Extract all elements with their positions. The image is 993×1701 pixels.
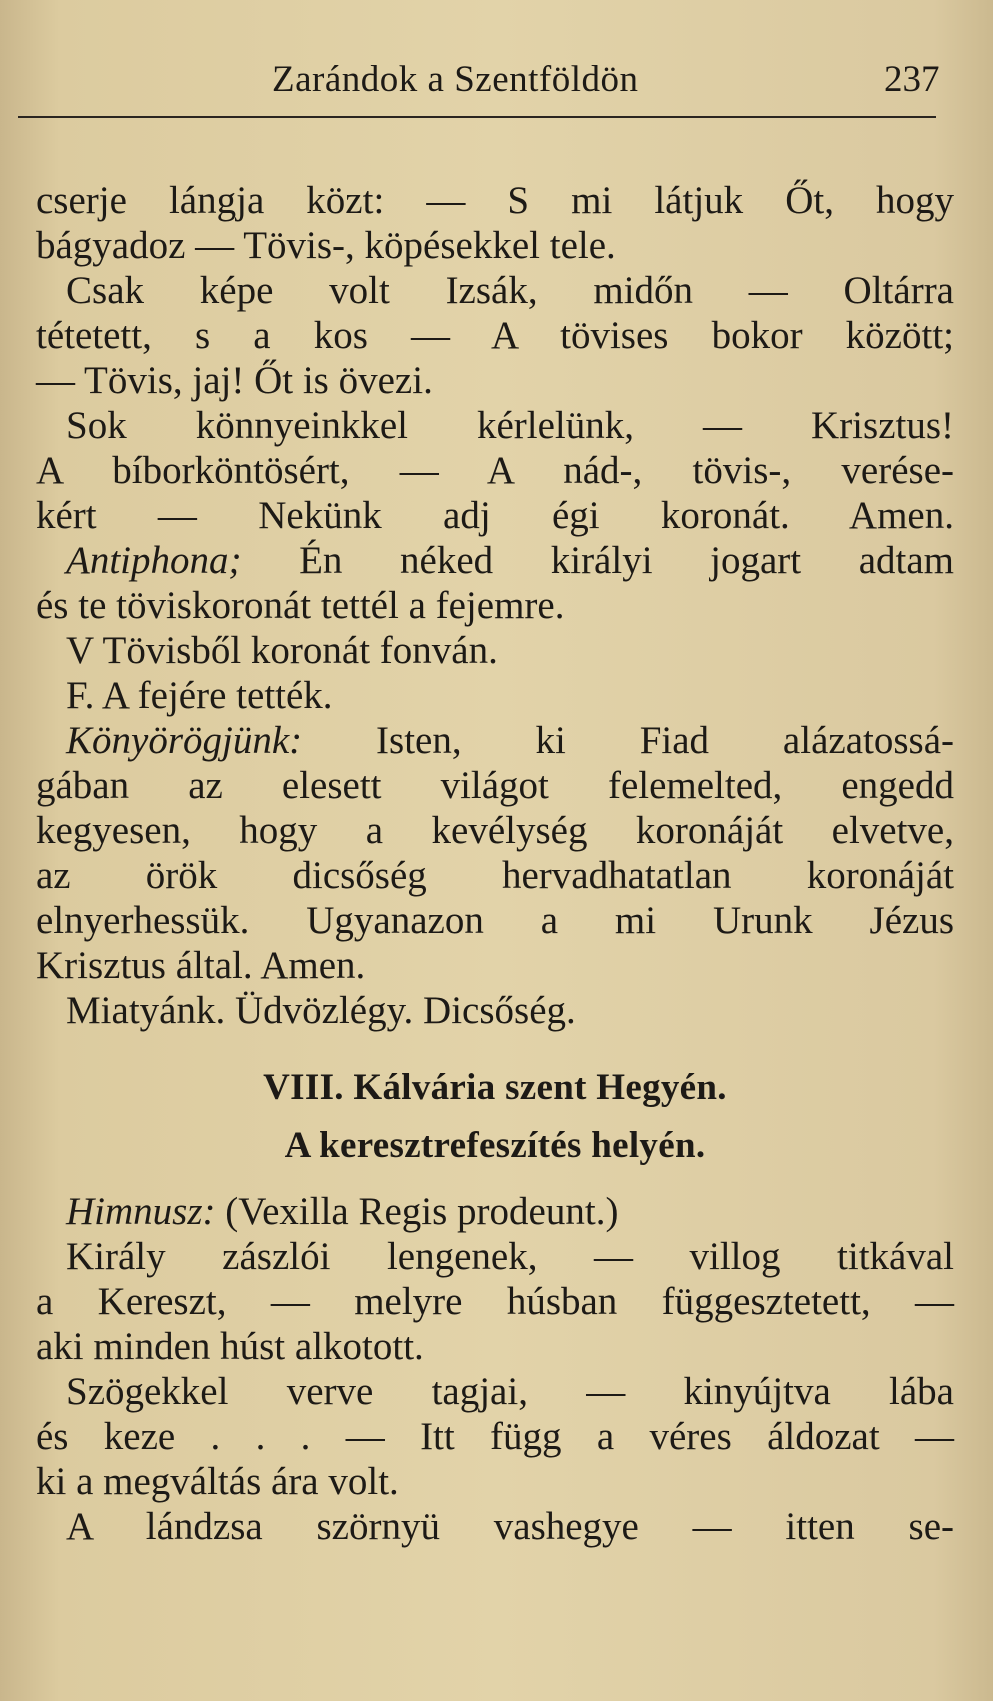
text-line: Szögekkel verve tagjai, — kinyújtva lába — [66, 1370, 954, 1413]
header-rule — [18, 116, 936, 118]
antiphona-label: Antiphona; — [66, 539, 242, 582]
text-line: ki a megváltás ára volt. — [36, 1460, 399, 1503]
section-heading: VIII. Kálvária szent Hegyén. — [263, 1067, 727, 1108]
hymn-line — [36, 1189, 954, 1234]
hymn-label: Himnusz: — [66, 1190, 216, 1233]
text-line: Király zászlói lengenek, — villog titkával — [66, 1235, 954, 1278]
prayer-line — [36, 718, 954, 763]
text-line: aki minden húst alkotott. — [36, 1325, 424, 1368]
text-line: a Kereszt, — melyre húsban függesztetett, — — [36, 1280, 954, 1323]
text-line: A bíborköntösért, — A nád-, tövis-, verése- — [36, 449, 954, 492]
text-line: A lándzsa szörnyü vashegye — itten se- — [66, 1505, 954, 1548]
prayer-label: Könyörögjünk: — [66, 719, 303, 762]
text-line: tétetett, s a kos — A tövises bokor között; — [36, 314, 954, 357]
section-gap — [36, 1175, 954, 1189]
text-line: Krisztus által. Amen. — [36, 944, 366, 987]
text-line: Sok könnyeinkkel kérlelünk, — Krisztus! — [66, 404, 954, 447]
section-subheading: A keresztrefeszítés helyén. — [284, 1125, 706, 1166]
page-header — [0, 58, 993, 108]
section-gap — [36, 1033, 954, 1059]
text-line: az örök dicsőség hervadhatatlan koronáját — [36, 854, 954, 897]
page-number: 237 — [884, 59, 940, 100]
text-line: kért — Nekünk adj égi koronát. Amen. — [36, 494, 954, 537]
text-line: gában az elesett világot felemelted, engedd — [36, 764, 954, 807]
text-line: cserje lángja közt: — S mi látjuk Őt, hogy — [36, 179, 954, 222]
versicle-line: V Tövisből koronát fonván. — [66, 629, 498, 672]
response-line: F. A fejére tették. — [66, 674, 333, 717]
text-line: Miatyánk. Üdvözlégy. Dicsőség. — [66, 989, 576, 1032]
prayer-text: Isten, ki Fiad alázatossá- — [302, 719, 954, 762]
text-line: kegyesen, hogy a kevélység koronáját elvetve, — [36, 809, 954, 852]
page-body — [36, 178, 954, 1549]
text-line: elnyerhessük. Ugyanazon a mi Urunk Jézus — [36, 899, 954, 942]
text-line: és keze . . . — Itt függ a véres áldozat — — [36, 1415, 954, 1458]
antiphona-text: Én néked királyi jogart adtam — [241, 539, 954, 582]
text-line: bágyadoz — Tövis-, köpésekkel tele. — [36, 224, 616, 267]
running-title: Zarándok a Szentföldön — [272, 59, 639, 100]
text-line: — Tövis, jaj! Őt is övezi. — [36, 359, 433, 402]
text-line: és te töviskoronát tettél a fejemre. — [36, 584, 565, 627]
hymn-title: (Vexilla Regis prodeunt.) — [215, 1190, 619, 1233]
antiphona-line — [36, 538, 954, 583]
text-line: Csak képe volt Izsák, midőn — Oltárra — [66, 269, 954, 312]
